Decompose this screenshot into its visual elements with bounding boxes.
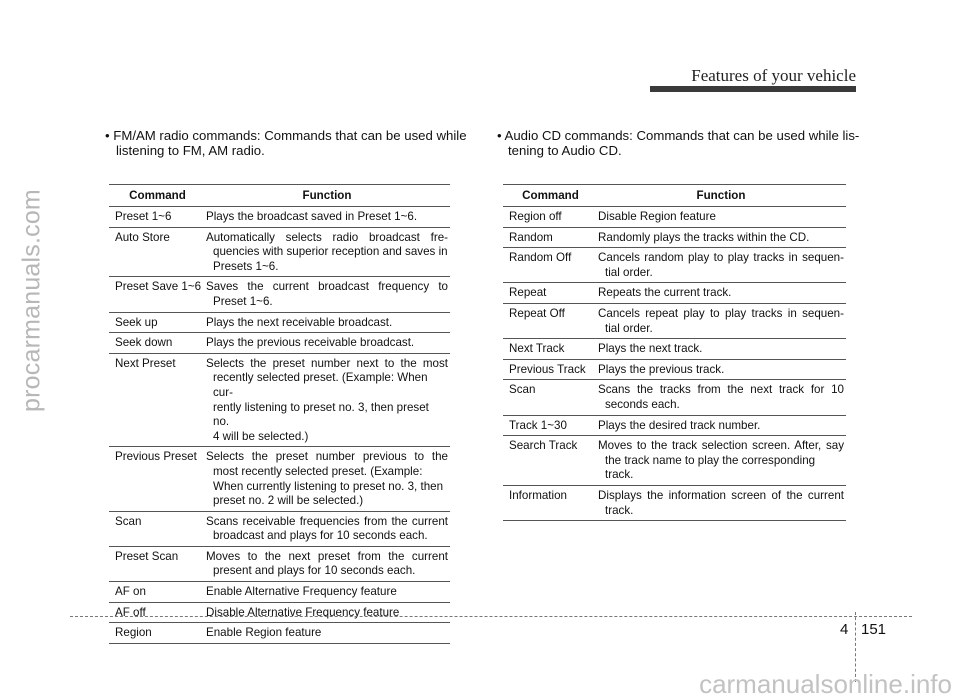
- bottom-watermark: carmanualsonline.info: [699, 669, 952, 699]
- function-cell: [206, 357, 450, 445]
- function-text-line: Randomly plays the tracks within the CD.: [598, 230, 810, 244]
- table-row: [109, 582, 450, 603]
- function-text-line: Plays the next receivable broadcast.: [206, 315, 393, 329]
- audio-cd-command-table: [503, 184, 846, 521]
- function-text-continuation: rently listening to preset no. 3, then preset no.: [213, 400, 429, 429]
- command-cell: Random: [509, 230, 553, 244]
- fm-am-command-table: [109, 184, 450, 644]
- table-row: [109, 277, 450, 312]
- table-row: [109, 512, 450, 547]
- function-text-line: Scans the tracks from the next track for 10: [598, 383, 844, 397]
- table-row: [503, 207, 846, 228]
- function-text-continuation: preset no. 2 will be selected.): [213, 494, 364, 508]
- command-cell: Scan: [115, 514, 142, 528]
- function-text-line: Enable Alternative Frequency feature: [206, 585, 397, 599]
- command-cell: Information: [509, 488, 567, 502]
- table-row: [109, 228, 450, 278]
- function-text-continuation: most recently selected preset. (Example:: [213, 464, 423, 478]
- function-text-line: Disable Region feature: [598, 210, 716, 223]
- function-text-line: Moves to the track selection screen. After, say: [598, 439, 844, 453]
- function-cell: [206, 606, 450, 621]
- fm-am-intro-line2: listening to FM, AM radio.: [116, 143, 265, 158]
- command-cell: Scan: [509, 383, 536, 397]
- function-text-line: Plays the previous receivable broadcast.: [206, 336, 415, 350]
- function-cell: [598, 251, 846, 280]
- command-column-header: Command: [129, 189, 186, 202]
- command-cell: Seek up: [115, 315, 158, 329]
- function-cell: [598, 342, 846, 357]
- table-row: [503, 248, 846, 283]
- function-cell: [598, 383, 846, 412]
- function-text-continuation: broadcast and plays for 10 seconds each.: [213, 529, 428, 543]
- function-cell: [598, 210, 846, 225]
- command-cell: AF on: [115, 585, 146, 599]
- command-cell: Repeat Off: [509, 306, 565, 320]
- function-text-continuation: Preset 1~6.: [213, 294, 273, 308]
- function-cell: [598, 363, 846, 378]
- function-text-line: Enable Region feature: [206, 626, 322, 640]
- table-row: [503, 228, 846, 249]
- function-text-continuation: quencies with superior reception and saves in: [213, 245, 448, 259]
- function-text-line: Displays the information screen of the current: [598, 488, 844, 502]
- table-header-row: [503, 185, 846, 207]
- function-cell: [598, 307, 846, 336]
- fm-am-intro: [105, 128, 467, 158]
- function-cell: [206, 316, 450, 331]
- function-cell: [206, 550, 450, 579]
- function-cell: [206, 210, 450, 225]
- function-text-line: Cancels random play to play tracks in sequen-: [598, 251, 844, 265]
- command-cell: Previous Preset: [115, 450, 197, 464]
- table-row: [503, 283, 846, 304]
- function-cell: [598, 419, 846, 434]
- side-watermark: procarmanuals.com: [17, 189, 46, 412]
- table-row: [109, 333, 450, 354]
- function-cell: [206, 626, 450, 641]
- table-row: [503, 416, 846, 437]
- function-text-line: Plays the next track.: [598, 342, 703, 356]
- table-row: [503, 436, 846, 486]
- command-column-header: Command: [522, 189, 579, 202]
- function-cell: [206, 336, 450, 351]
- command-cell: Preset 1~6: [115, 210, 172, 223]
- function-cell: [206, 231, 450, 275]
- function-text-continuation: the track name to play the corresponding track.: [605, 453, 816, 482]
- function-text-continuation: track.: [605, 503, 634, 517]
- command-cell: Preset Save 1~6: [115, 280, 202, 294]
- table-row: [109, 623, 450, 644]
- table-row: [109, 313, 450, 334]
- table-row: [109, 547, 450, 582]
- function-text-line: Moves to the next preset from the current: [206, 549, 448, 563]
- function-column-header: Function: [696, 189, 746, 202]
- table-row: [109, 603, 450, 624]
- section-title: Features of your vehicle: [691, 66, 856, 85]
- command-cell: Preset Scan: [115, 549, 179, 563]
- table-row: [109, 207, 450, 228]
- command-cell: Region off: [509, 210, 562, 223]
- function-text-continuation: Presets 1~6.: [213, 259, 279, 273]
- table-row: [503, 339, 846, 360]
- header-bar: [650, 86, 856, 92]
- table-row: [503, 304, 846, 339]
- table-row: [109, 447, 450, 511]
- function-cell: [598, 489, 846, 518]
- command-cell: Seek down: [115, 336, 173, 350]
- table-row: [109, 354, 450, 448]
- footer-rule: [70, 616, 912, 617]
- chapter-number: 4: [840, 621, 849, 638]
- page-number: 151: [861, 621, 887, 638]
- function-text-continuation: tial order.: [605, 321, 653, 335]
- command-cell: AF off: [115, 605, 146, 619]
- function-text-line: Repeats the current track.: [598, 286, 732, 300]
- command-cell: Next Track: [509, 342, 565, 356]
- function-text-line: Cancels repeat play to play tracks in sequen-: [598, 306, 844, 320]
- function-text-continuation: tial order.: [605, 265, 653, 279]
- table-row: [503, 360, 846, 381]
- table-header-row: [109, 185, 450, 207]
- function-text-line: Selects the preset number previous to the: [206, 450, 448, 464]
- function-text-continuation: When currently listening to preset no. 3, then: [213, 479, 444, 493]
- table-row: [503, 380, 846, 415]
- function-text-line: Saves the current broadcast frequency to: [206, 280, 448, 294]
- function-text-continuation: present and plays for 10 seconds each.: [213, 564, 416, 578]
- function-cell: [206, 450, 450, 508]
- command-cell: Random Off: [509, 251, 572, 265]
- command-cell: Search Track: [509, 439, 578, 453]
- fm-am-intro-line1: • FM/AM radio commands: Commands that can be used while: [105, 128, 467, 143]
- command-cell: Next Preset: [115, 356, 176, 370]
- function-cell: [598, 439, 846, 483]
- audio-cd-intro-line1: • Audio CD commands: Commands that can be used while lis-: [497, 128, 860, 143]
- function-text-line: Automatically selects radio broadcast fre-: [206, 230, 448, 244]
- command-cell: Auto Store: [115, 230, 170, 244]
- function-column-header: Function: [302, 189, 352, 202]
- table-row: [503, 486, 846, 521]
- function-cell: [206, 280, 450, 309]
- command-cell: Repeat: [509, 286, 547, 300]
- function-cell: [598, 231, 846, 246]
- function-text-line: Plays the previous track.: [598, 362, 725, 376]
- function-text-line: Plays the broadcast saved in Preset 1~6.: [206, 210, 418, 223]
- command-cell: Previous Track: [509, 362, 586, 376]
- function-cell: [206, 515, 450, 544]
- command-cell: Track 1~30: [509, 418, 567, 432]
- function-cell: [598, 286, 846, 301]
- function-cell: [206, 585, 450, 600]
- function-text-line: Plays the desired track number.: [598, 418, 761, 432]
- function-text-continuation: 4 will be selected.): [213, 429, 309, 443]
- function-text-line: Scans receivable frequencies from the current: [206, 514, 448, 528]
- function-text-line: Selects the preset number next to the most: [206, 356, 448, 370]
- audio-cd-intro: [497, 128, 859, 158]
- audio-cd-intro-line2: tening to Audio CD.: [508, 143, 622, 158]
- function-text-line: Disable Alternative Frequency feature: [206, 605, 400, 619]
- function-text-continuation: seconds each.: [605, 397, 680, 411]
- command-cell: Region: [115, 626, 152, 640]
- function-text-continuation: recently selected preset. (Example: When cur-: [213, 371, 428, 399]
